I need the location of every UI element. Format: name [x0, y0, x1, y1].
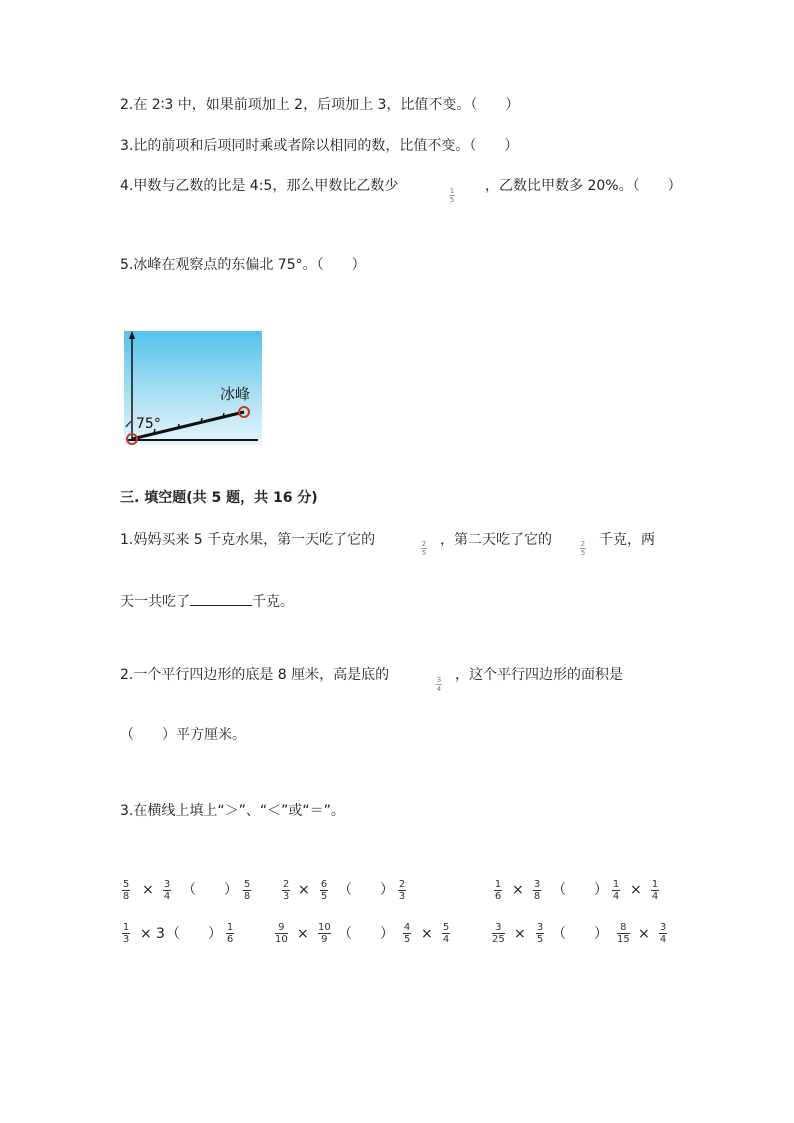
fraction-numerator: 3: [536, 922, 544, 933]
fraction-numerator: 2: [398, 879, 406, 890]
fraction: [494, 879, 502, 902]
fraction-denominator: 15: [617, 934, 630, 945]
times-sign: ×: [298, 882, 310, 898]
times-sign: ×: [297, 926, 309, 942]
fraction-numerator: 5: [243, 879, 251, 890]
answer-parentheses[interactable]: （ ）: [182, 882, 238, 898]
answer-parentheses[interactable]: （ ）: [166, 926, 222, 942]
fraction: [243, 879, 251, 902]
fill-question-1-text-d2: 千克。: [252, 594, 294, 610]
fraction-numerator: 10: [318, 922, 331, 933]
times-sign: ×: [630, 882, 642, 898]
judge-q4-fraction: [449, 187, 455, 204]
fraction-numerator: 2: [580, 540, 586, 548]
answer-parentheses[interactable]: （ ）: [338, 926, 394, 942]
fraction: [318, 922, 331, 945]
fraction: [536, 922, 544, 945]
whole-number: 3: [156, 926, 165, 942]
fraction-denominator: 3: [122, 934, 130, 945]
fraction-denominator: 4: [163, 891, 171, 902]
fraction-denominator: 8: [533, 891, 541, 902]
times-sign: ×: [142, 882, 154, 898]
fraction-numerator: 3: [533, 879, 541, 890]
times-sign: ×: [512, 882, 524, 898]
fraction-numerator: 2: [282, 879, 290, 890]
fill-question-1-text-d1: 天一共吃了: [120, 594, 190, 610]
fraction-numerator: 2: [421, 540, 427, 548]
fraction-denominator: 4: [651, 891, 659, 902]
fill-question-1-text-b: ，第二天吃了它的: [440, 532, 552, 548]
judge-question-3: 3.比的前项和后项同时乘或者除以相同的数，比值不变。（ ）: [120, 138, 519, 154]
fraction: [612, 879, 620, 902]
fraction: [226, 922, 234, 945]
judge-question-5: 5.冰峰在观察点的东偏北 75°。（ ）: [120, 257, 366, 273]
fraction-numerator: 3: [659, 922, 667, 933]
times-sign: ×: [421, 926, 433, 942]
fill-q1-fraction-2: [580, 540, 586, 557]
fraction-numerator: 1: [226, 922, 234, 933]
fill-question-2-text-c: （ ）平方厘米。: [120, 727, 246, 743]
judge-question-4: [120, 176, 398, 196]
fraction-numerator: 1: [612, 879, 620, 890]
judge-question-4-text-a: 4.甲数与乙数的比是 4:5，那么甲数比乙数少: [120, 178, 399, 194]
fraction: [659, 922, 667, 945]
fraction-denominator: 5: [449, 196, 455, 204]
fill-question-2-text-b: ，这个平行四边形的面积是: [455, 667, 623, 683]
times-sign: ×: [638, 926, 650, 942]
answer-parentheses[interactable]: （ ）: [552, 882, 608, 898]
fraction-denominator: 5: [536, 934, 544, 945]
times-sign: ×: [514, 926, 526, 942]
fraction-numerator: 1: [449, 187, 455, 195]
fraction-numerator: 8: [620, 922, 627, 933]
fill-q1-fraction-1: [421, 540, 427, 557]
fraction-denominator: 4: [442, 934, 450, 945]
fraction-denominator: 25: [492, 934, 505, 945]
answer-parentheses[interactable]: （ ）: [338, 882, 394, 898]
fill-q2-fraction: [436, 676, 442, 693]
fraction-numerator: 1: [494, 879, 502, 890]
fraction-denominator: 6: [226, 934, 234, 945]
peak-label: 冰峰: [220, 385, 251, 403]
scale-tick: [178, 424, 179, 428]
answer-parentheses[interactable]: （ ）: [552, 926, 608, 942]
fraction-denominator: 8: [243, 891, 251, 902]
fraction: [122, 922, 130, 945]
fraction-denominator: 9: [321, 934, 328, 945]
fraction-denominator: 6: [494, 891, 502, 902]
fraction: [275, 922, 288, 945]
fraction-numerator: 6: [320, 879, 328, 890]
fill-question-1-text-a: 1.妈妈买来 5 千克水果，第一天吃了它的: [120, 532, 376, 548]
section-title: 三. 填空题(共 5 题，共 16 分): [120, 490, 318, 506]
fraction-numerator: 1: [651, 879, 659, 890]
fraction: [398, 879, 406, 902]
fraction: [442, 922, 450, 945]
answer-blank[interactable]: [190, 591, 252, 606]
fill-question-3: 3.在横线上填上“＞”、“＜”或“＝”。: [120, 803, 345, 819]
fraction-numerator: 4: [403, 922, 411, 933]
fraction: [403, 922, 411, 945]
scale-tick: [223, 413, 224, 417]
fraction: [651, 879, 659, 902]
fraction-denominator: 4: [659, 934, 667, 945]
fraction-numerator: 3: [163, 879, 171, 890]
fraction: [282, 879, 290, 902]
scale-tick: [201, 418, 202, 422]
fraction: [122, 879, 130, 902]
fraction-numerator: 1: [122, 922, 130, 933]
fill-question-2-text-a: 2.一个平行四边形的底是 8 厘米，高是底的: [120, 667, 390, 683]
fraction-denominator: 5: [403, 934, 411, 945]
fraction-denominator: 3: [282, 891, 290, 902]
judge-question-4-text-b: ，乙数比甲数多 20%。（ ）: [485, 178, 682, 194]
judge-question-2: 2.在 2∶3 中，如果前项加上 2，后项加上 3，比值不变。（ ）: [120, 97, 520, 113]
bearing-diagram: [124, 331, 262, 445]
fraction-numerator: 3: [495, 922, 502, 933]
fraction-numerator: 9: [278, 922, 285, 933]
fraction: [320, 879, 328, 902]
fraction-numerator: 5: [122, 879, 130, 890]
fraction-numerator: 5: [442, 922, 450, 933]
fraction: [533, 879, 541, 902]
fraction: [617, 922, 630, 945]
fraction-denominator: 8: [122, 891, 130, 902]
fraction-denominator: 4: [612, 891, 620, 902]
fraction-denominator: 5: [320, 891, 328, 902]
fraction-denominator: 5: [580, 549, 586, 557]
fraction-denominator: 3: [398, 891, 406, 902]
times-sign: ×: [140, 926, 152, 942]
angle-label: 75°: [136, 416, 161, 432]
fraction-denominator: 5: [421, 549, 427, 557]
fraction-denominator: 10: [275, 934, 288, 945]
fraction: [163, 879, 171, 902]
fill-question-1-line-2: [120, 591, 294, 612]
fraction-numerator: 3: [436, 676, 442, 684]
fill-question-1-text-c: 千克，两: [599, 532, 655, 548]
bearing-diagram-svg: [124, 331, 262, 445]
fraction-denominator: 4: [436, 685, 442, 693]
fraction: [492, 922, 505, 945]
